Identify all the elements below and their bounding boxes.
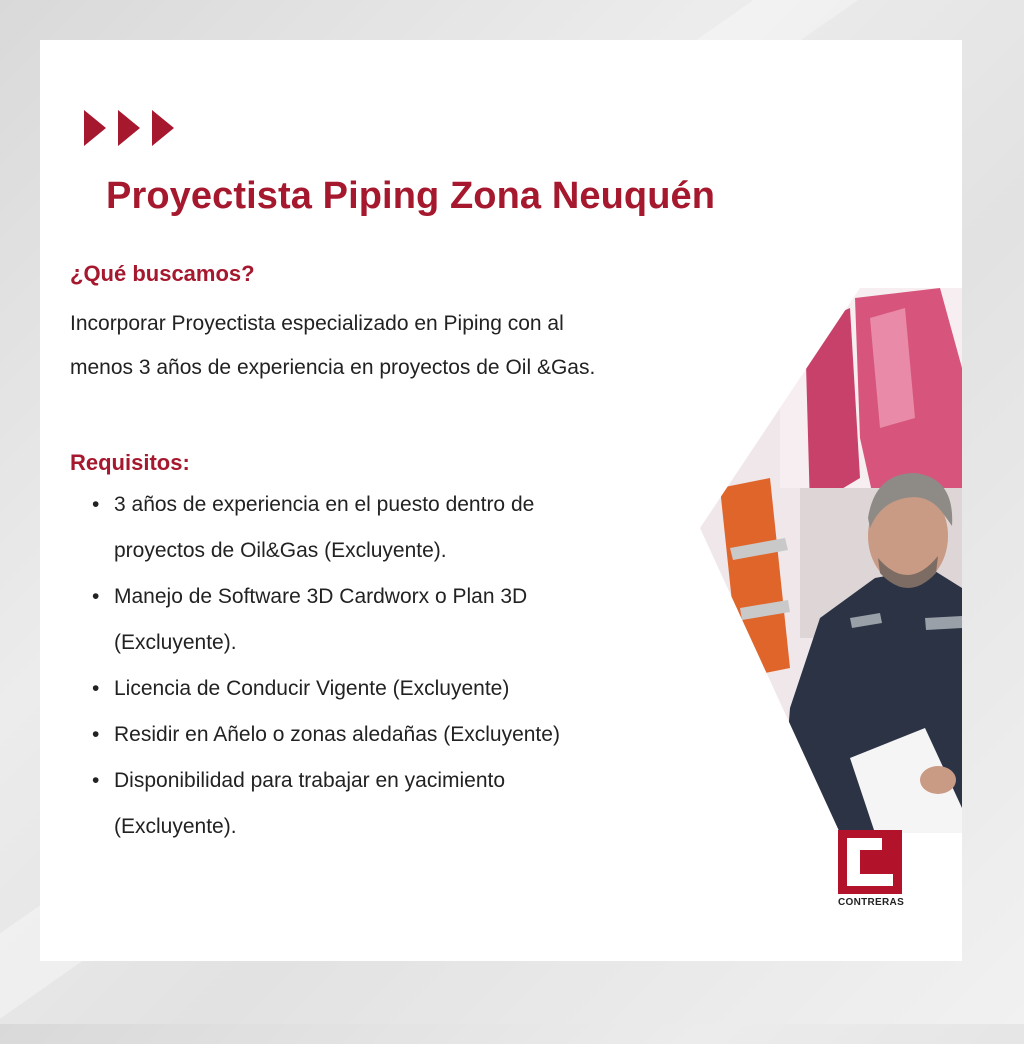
bullet-icon: •	[92, 493, 100, 516]
arrow-right-icon	[152, 110, 174, 146]
requirement-item	[92, 712, 704, 758]
logo-brand-text: CONTRERAS	[838, 897, 905, 908]
requirement-line: 3 años de experiencia en el puesto dentro de	[114, 493, 535, 516]
requirement-line: Manejo de Software 3D Cardworx o Plan 3D	[114, 585, 528, 608]
contreras-c-logo-icon	[838, 830, 902, 894]
que-buscamos-heading: ¿Qué buscamos?	[70, 261, 255, 286]
job-post-card	[40, 40, 962, 961]
requirement-line: Licencia de Conducir Vigente (Excluyente)	[114, 677, 510, 700]
requirement-item	[92, 574, 704, 666]
requirements-list	[92, 482, 704, 850]
requirement-line: (Excluyente).	[114, 631, 237, 654]
description-line: menos 3 años de experiencia en proyectos de Oil &Gas.	[70, 356, 596, 379]
requirement-line: (Excluyente).	[114, 815, 237, 838]
requirement-line: Disponibilidad para trabajar en yacimiento	[114, 769, 506, 792]
contreras-logo	[838, 830, 905, 908]
requirement-line: proyectos de Oil&Gas (Excluyente).	[114, 539, 447, 562]
requirement-item	[92, 666, 704, 712]
requirement-item	[92, 482, 704, 574]
requisitos-heading: Requisitos:	[70, 450, 190, 475]
arrow-right-icon	[118, 110, 140, 146]
worker-photo	[700, 288, 962, 833]
decorative-arrows	[84, 110, 174, 146]
arrow-right-icon	[84, 110, 106, 146]
que-buscamos-description	[70, 302, 730, 390]
bullet-icon: •	[92, 677, 100, 700]
requirement-line: Residir en Añelo o zonas aledañas (Excluyente)	[114, 723, 560, 746]
bullet-icon: •	[92, 723, 100, 746]
bullet-icon: •	[92, 769, 100, 792]
job-title: Proyectista Piping Zona Neuquén	[106, 175, 716, 217]
description-line: Incorporar Proyectista especializado en Piping con al	[70, 312, 564, 335]
bullet-icon: •	[92, 585, 100, 608]
requirement-item	[92, 758, 704, 850]
